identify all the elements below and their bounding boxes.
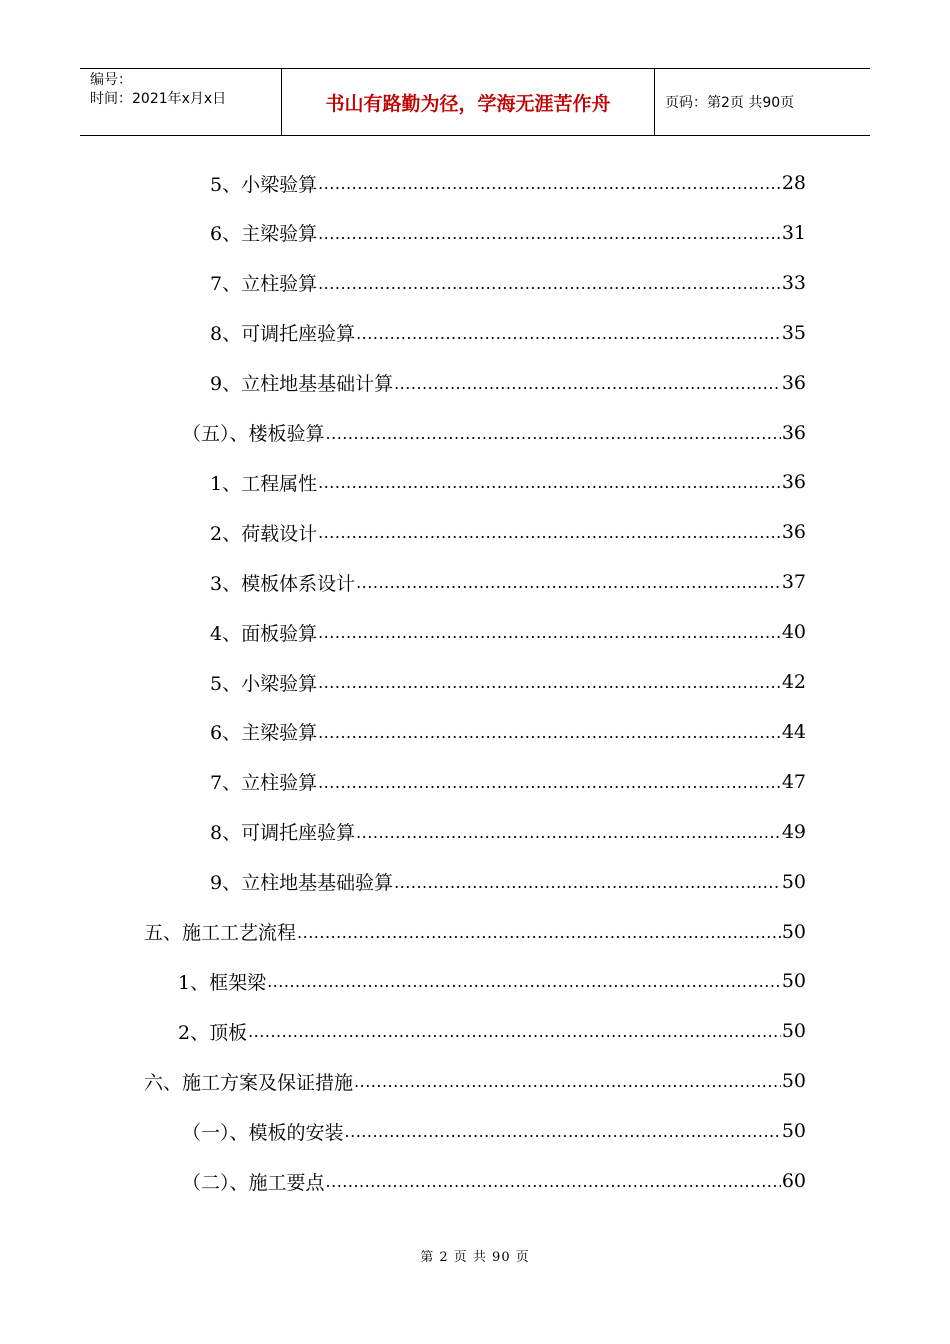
toc-entry-title: 5、小梁验算	[210, 672, 318, 695]
toc-entry-title: （二）、施工要点	[182, 1171, 325, 1194]
toc-entry-page: 36	[781, 421, 806, 444]
toc-entry-page: 49	[781, 820, 806, 843]
toc-dot-leader	[318, 671, 781, 693]
toc-dot-leader	[318, 471, 781, 493]
toc-entry-page: 36	[781, 471, 806, 494]
toc-entry-title: 3、模板体系设计	[210, 572, 356, 595]
toc-dot-leader	[318, 521, 781, 543]
toc-dot-leader	[248, 1020, 781, 1042]
toc-dot-leader	[394, 871, 781, 893]
header-page-info: 页码：第2页 共90页	[665, 95, 795, 111]
toc-entry-title: 6、主梁验算	[210, 722, 318, 745]
header-motto: 书山有路勤为径，学海无涯苦作舟	[282, 69, 655, 135]
toc-entry-title: （五）、楼板验算	[182, 423, 325, 445]
toc-entry-title: 2、荷载设计	[210, 522, 318, 545]
toc-dot-leader	[318, 621, 781, 643]
toc-entry-page: 31	[781, 221, 806, 244]
toc-entry-page: 33	[781, 271, 806, 294]
toc-entry[interactable]	[210, 707, 806, 757]
toc-dot-leader	[267, 970, 781, 992]
toc-entry-page: 50	[781, 1120, 806, 1143]
toc-entry-title: 9、立柱地基基础计算	[210, 373, 394, 396]
toc-dot-leader	[356, 821, 781, 843]
toc-dot-leader	[354, 1070, 781, 1092]
page-footer: 第 2 页 共 90 页	[420, 1250, 530, 1265]
document-number-label: 编号：	[90, 72, 132, 88]
toc-entry[interactable]	[210, 457, 806, 507]
toc-entry-title: 6、主梁验算	[210, 223, 318, 246]
toc-entry-title: 2、顶板	[178, 1021, 248, 1044]
toc-dot-leader	[326, 1170, 781, 1192]
toc-entry-title: 1、框架梁	[178, 971, 267, 994]
toc-entry-page: 28	[781, 172, 806, 194]
toc-dot-leader	[326, 422, 781, 444]
toc-entry-page: 50	[781, 920, 806, 943]
toc-entry-page: 40	[781, 621, 806, 644]
toc-entry[interactable]	[210, 158, 806, 208]
toc-entry[interactable]	[210, 807, 806, 857]
toc-entry[interactable]	[210, 308, 806, 358]
toc-entry-page: 50	[781, 870, 806, 893]
toc-dot-leader	[318, 222, 781, 244]
toc-dot-leader	[356, 322, 781, 344]
page-header	[80, 68, 870, 136]
toc-entry-page: 37	[781, 571, 806, 594]
toc-entry-page: 47	[781, 770, 806, 793]
toc-dot-leader	[318, 771, 781, 793]
toc-entry[interactable]	[210, 358, 806, 408]
toc-dot-leader	[318, 272, 781, 294]
toc-entry-title: 1、工程属性	[210, 472, 318, 495]
toc-entry[interactable]	[182, 1156, 806, 1206]
toc-entry[interactable]	[178, 956, 806, 1006]
toc-entry-page: 50	[781, 1070, 806, 1093]
toc-entry[interactable]	[210, 258, 806, 308]
toc-entry-page: 44	[781, 720, 806, 743]
toc-dot-leader	[356, 571, 781, 593]
toc-entry[interactable]	[210, 208, 806, 258]
toc-entry-title: 五、施工工艺流程	[144, 922, 297, 944]
toc-entry[interactable]	[182, 1106, 806, 1156]
toc-entry-title: 8、可调托座验算	[210, 323, 356, 346]
toc-dot-leader	[318, 721, 781, 743]
toc-entry-title: 5、小梁验算	[210, 173, 318, 196]
toc-entry-title: （一）、模板的安装	[182, 1121, 344, 1144]
toc-entry[interactable]	[144, 1056, 806, 1106]
toc-entry-title: 六、施工方案及保证措施	[144, 1071, 354, 1094]
toc-entry[interactable]	[210, 507, 806, 557]
toc-entry-title: 9、立柱地基基础验算	[210, 872, 394, 895]
document-time-label: 时间：2021年x月x日	[90, 91, 227, 107]
toc-entry-title: 4、面板验算	[210, 622, 318, 645]
toc-dot-leader	[297, 921, 781, 943]
toc-entry-page: 60	[781, 1170, 806, 1192]
toc-dot-leader	[345, 1120, 781, 1142]
toc-entry[interactable]	[144, 907, 806, 957]
toc-entry-page: 50	[781, 1020, 806, 1043]
toc-entry-title: 7、立柱验算	[210, 273, 318, 296]
toc-entry[interactable]	[182, 408, 806, 458]
toc-dot-leader	[394, 372, 781, 394]
toc-entry[interactable]	[210, 657, 806, 707]
toc-entry[interactable]	[210, 557, 806, 607]
toc-entry-title: 8、可调托座验算	[210, 822, 356, 845]
toc-entry-page: 50	[781, 970, 806, 993]
toc-entry-page: 42	[781, 671, 806, 693]
header-meta	[80, 69, 282, 135]
toc-entry-page: 36	[781, 521, 806, 544]
toc-entry-title: 7、立柱验算	[210, 772, 318, 795]
toc-entry[interactable]	[178, 1006, 806, 1056]
toc-dot-leader	[318, 172, 781, 194]
toc-entry-page: 36	[781, 371, 806, 394]
toc-entry[interactable]	[210, 607, 806, 657]
toc-entry[interactable]	[210, 857, 806, 907]
toc-entry-page: 35	[781, 321, 806, 344]
toc-entry[interactable]	[210, 757, 806, 807]
